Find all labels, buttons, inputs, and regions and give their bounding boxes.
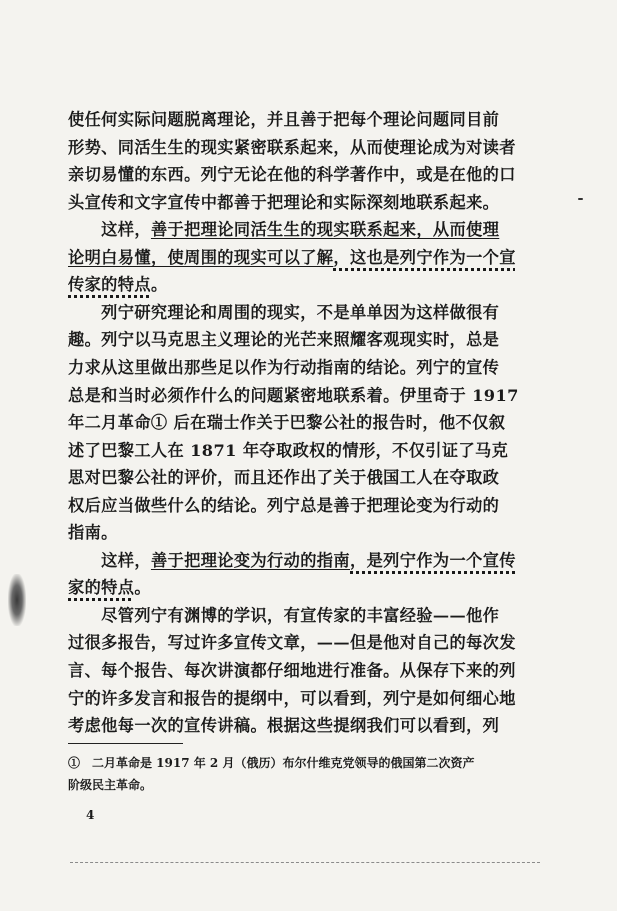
dotted-emphasis-text: 传家的特点 (68, 275, 151, 295)
dotted-emphasis-text: 家的特点 (68, 578, 135, 598)
underlined-text: 论明白易懂 (68, 247, 151, 267)
body-line: 列宁研究理论和周围的现实，不是单单因为这样做很有 (68, 302, 500, 322)
body-line: 指南。 (68, 523, 118, 543)
body-line-annotated (68, 551, 514, 571)
body-line: 亲切易懂的东西。列宁无论在他的科学著作中，或是在他的口 (68, 165, 516, 185)
body-line: 考虑他每一次的宣传讲稿。根据这些提纲我们可以看到，列 (68, 716, 500, 735)
body-line: 权后应当做些什么的结论。列宁总是善于把理论变为行动的 (68, 495, 500, 515)
underlined-text: ，从而使理 (416, 220, 500, 240)
scan-edge-line (70, 862, 540, 863)
body-line: 力求从这里做出那些足以作为行动指南的结论。列宁的宣传 (68, 357, 500, 377)
scan-smudge (8, 574, 26, 626)
underlined-text: ，使周围的现实可以了解 (150, 247, 334, 267)
text-run: 这样， (68, 550, 151, 570)
body-line: 宁的许多发言和报告的提纲中，可以看到，列宁是如何细心地 (68, 688, 516, 708)
page-number: 4 (86, 808, 95, 822)
body-line: 头宣传和文字宣传中都善于把理论和实际深刻地联系起来。 (68, 192, 500, 212)
body-line: 年二月革命① 后在瑞士作关于巴黎公社的报告时，他不仅叙 (68, 413, 506, 432)
body-line-annotated (68, 248, 514, 268)
text-run: 。 (150, 275, 168, 295)
underlined-text: 善于把理论同活生生的现实联系起来 (150, 220, 417, 240)
text-run: 。 (134, 578, 151, 598)
body-line: 形势、同活生生的现实紧密联系起来，从而使理论成为对读者 (68, 137, 516, 157)
text-run: 这样， (68, 220, 151, 240)
dotted-emphasis-text: ，这也是列宁作为一个宣 (333, 247, 516, 267)
body-line: 过很多报告，写过许多宣传文章，——但是他对自己的每次发 (68, 633, 516, 653)
footnote-rule (68, 743, 183, 744)
body-line: 尽管列宁有渊博的学识，有宣传家的丰富经验——他作 (68, 605, 500, 625)
body-line: 思对巴黎公社的评价，而且还作出了关于俄国工人在夺取政 (68, 468, 500, 488)
body-line: 趣。列宁以马克思主义理论的光芒来照耀客观现实时，总是 (68, 330, 500, 350)
dotted-emphasis-text: ，是列宁作为一个宣传 (350, 550, 516, 570)
footnote-line: 阶级民主革命。 (68, 778, 153, 792)
body-line: 述了巴黎工人在 1871 年夺取政权的情形，不仅引证了马克 (68, 440, 509, 460)
body-line: 言、每个报告、每次讲演都仔细地进行准备。从保存下来的列 (68, 660, 516, 680)
body-line-annotated (68, 220, 514, 240)
body-line-annotated (68, 578, 514, 598)
body-line-annotated (68, 275, 514, 295)
margin-mark (578, 198, 583, 200)
underlined-text: 善于把理论变为行动的指南 (150, 550, 350, 570)
body-line: 总是和当时必须作什么的问题紧密地联系着。伊里奇于 1917 (68, 385, 519, 405)
footnote-line: ① 二月革命是 1917 年 2 月（俄历）布尔什维克党领导的俄国第二次资产 (68, 756, 475, 770)
body-line: 使任何实际问题脱离理论，并且善于把每个理论问题同目前 (68, 110, 500, 129)
